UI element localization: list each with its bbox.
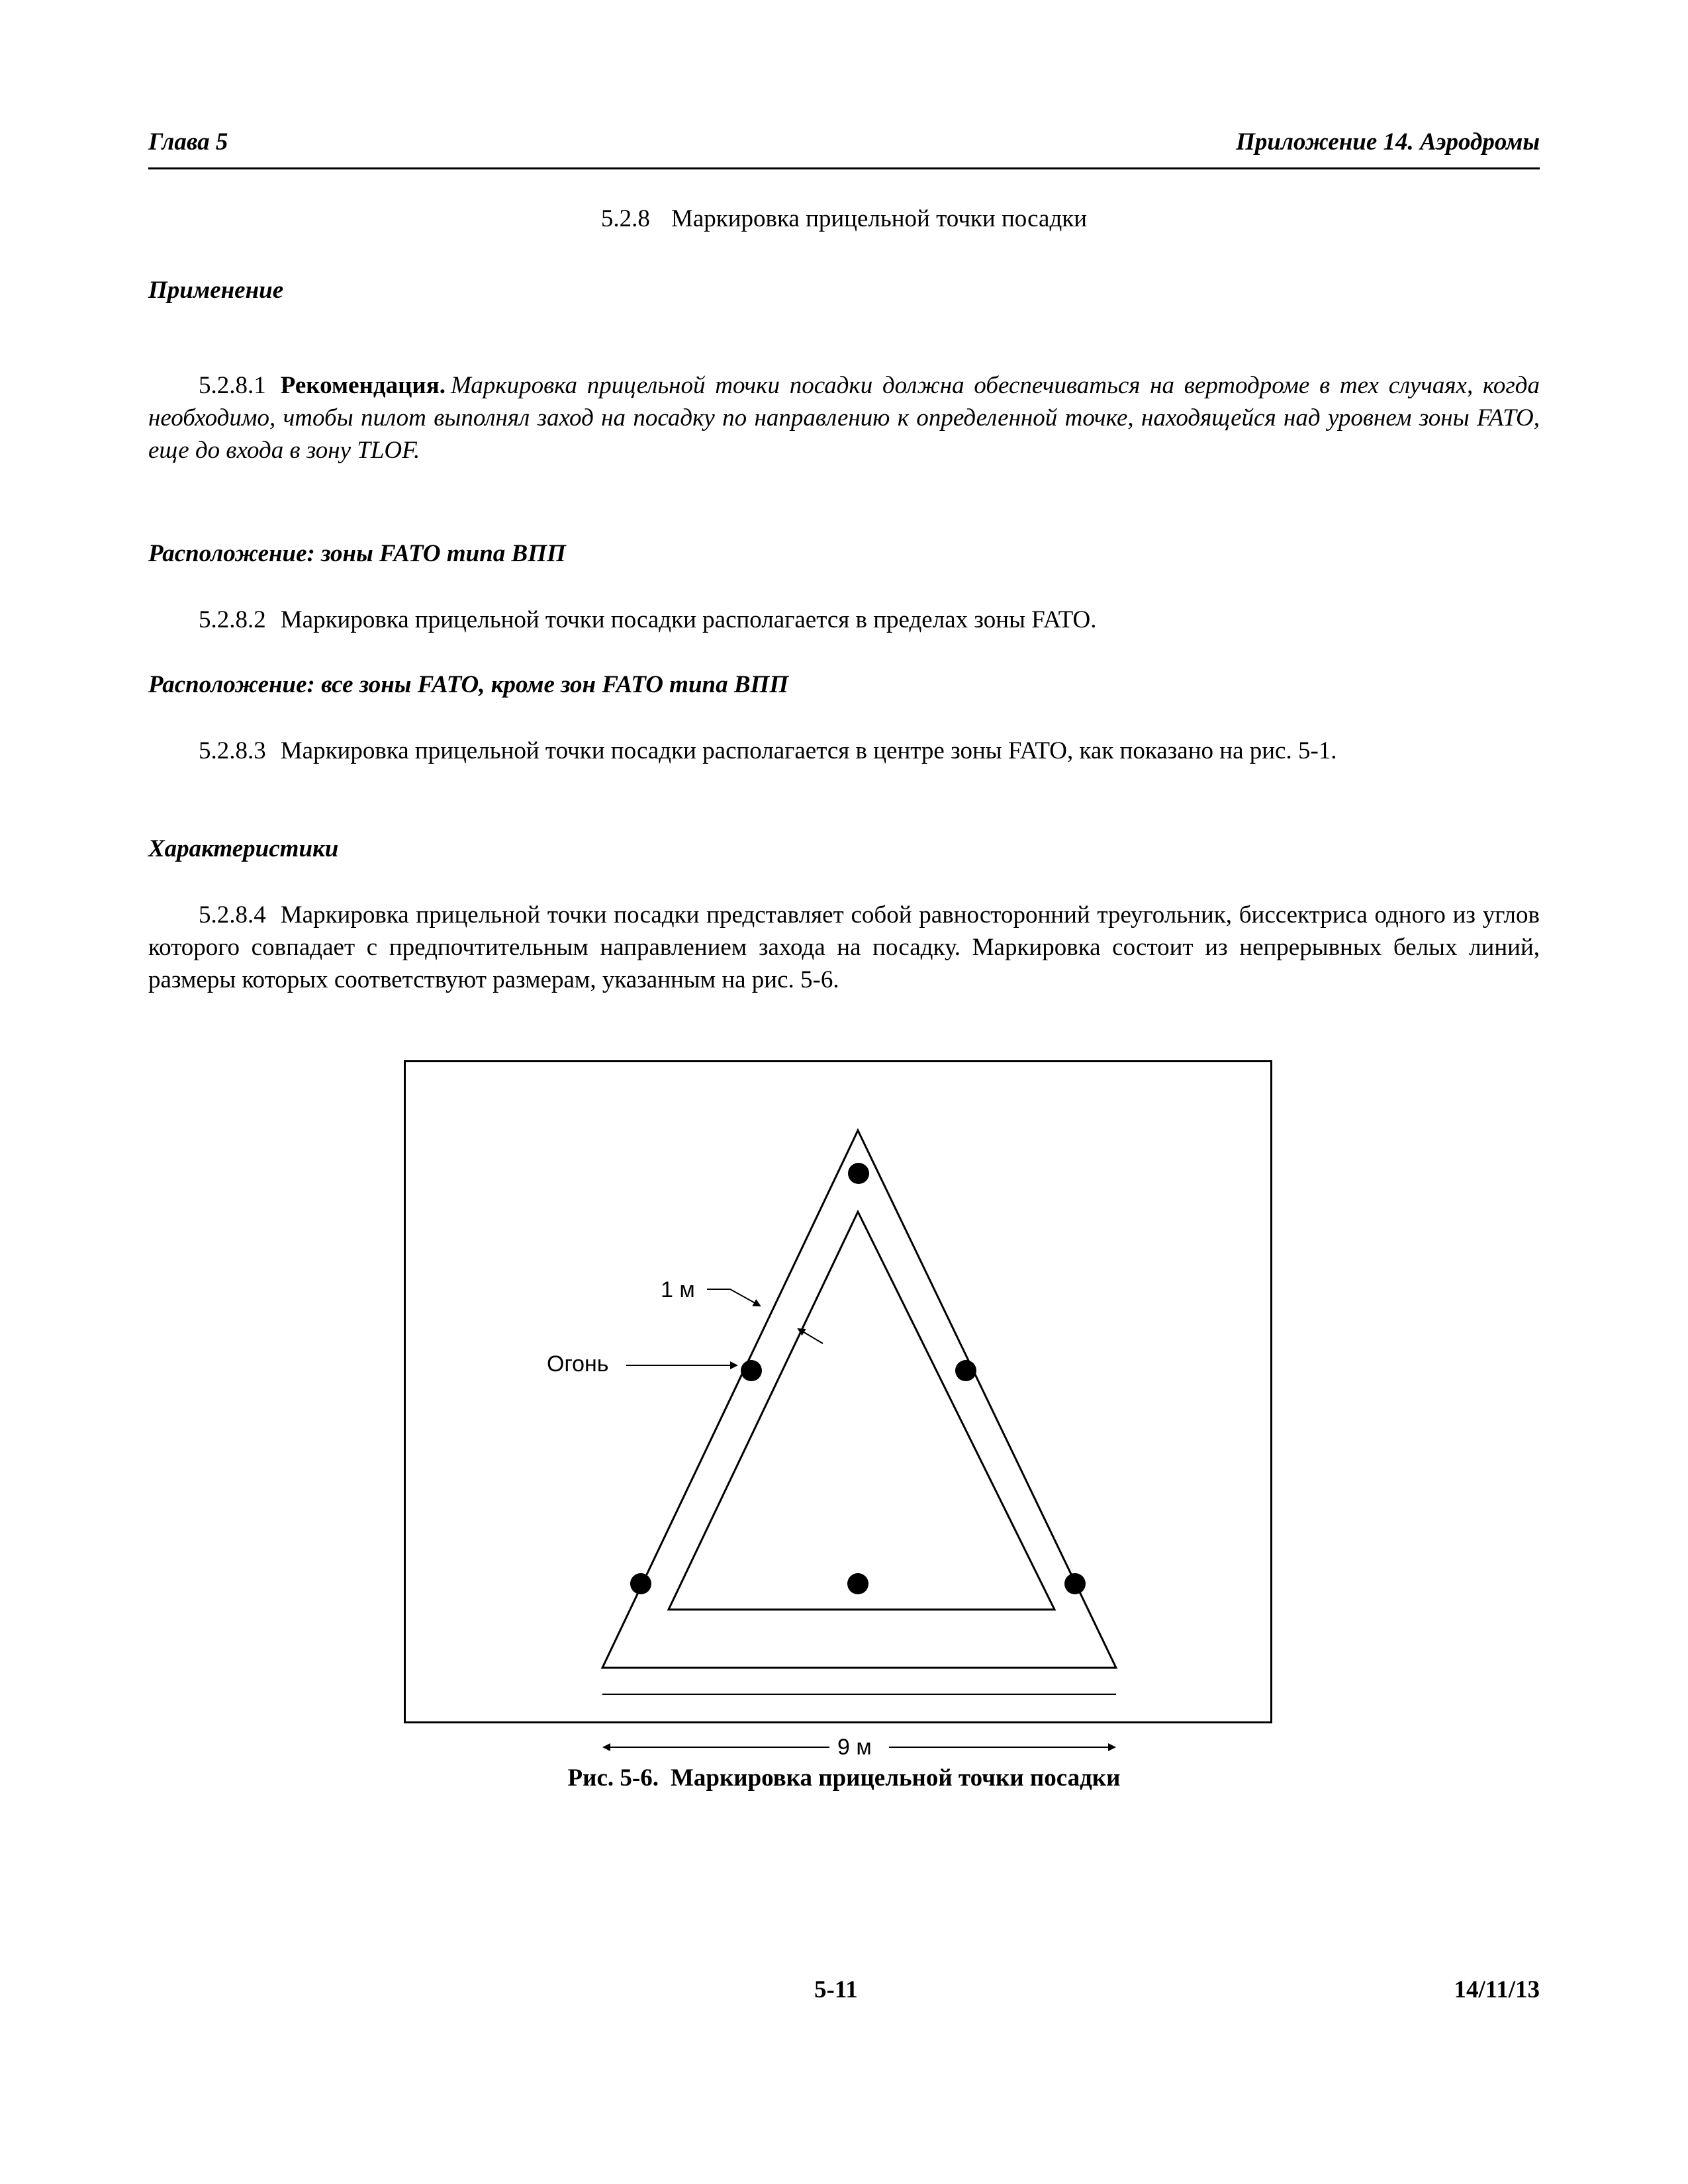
section-number: 5.2.8 (600, 205, 650, 232)
paragraph-text: Маркировка прицельной точки посадки располагается в пределах зоны FATO. (280, 606, 1097, 633)
paragraph-5-2-8-2 (148, 604, 1540, 636)
light-dot (847, 1573, 868, 1594)
light-dot (955, 1360, 976, 1381)
figure-frame (404, 1060, 1272, 1760)
running-header-annex: Приложение 14. Аэродромы (1236, 128, 1540, 156)
label-width: 1 м (661, 1277, 695, 1302)
paragraph-text: Маркировка прицельной точки посадки должна обеспечиваться на вертодроме в тех случаях, когда необходимо, чтобы пилот выполнял заход на посадку по направлению к определенной точке, находящейся над уровнем зоны FATO, еще до входа в зону TLOF. (148, 372, 1540, 464)
paragraph-number: 5.2.8.2 (199, 606, 266, 633)
label-light: Огонь (547, 1351, 609, 1377)
paragraph-number: 5.2.8.3 (199, 737, 266, 764)
subheading-application: Применение (148, 277, 284, 304)
subheading-location-runway-fato: Расположение: зоны FATO типа ВПП (148, 540, 566, 567)
leader-width (707, 1289, 760, 1306)
figure-caption (148, 1766, 1540, 1790)
inner-triangle (669, 1212, 1055, 1610)
header-rule (148, 167, 1540, 169)
page-date: 14/11/13 (1454, 1976, 1540, 2003)
subheading-location-other-fato: Расположение: все зоны FATO, кроме зон FATO типа ВПП (148, 671, 789, 698)
aiming-point-diagram (406, 1062, 1270, 1760)
paragraph-text: Маркировка прицельной точки посадки располагается в центре зоны FATO, как показано на рис. 5-1. (280, 737, 1337, 764)
running-header-chapter: Глава 5 (148, 128, 228, 156)
paragraph-5-2-8-1 (148, 369, 1540, 467)
section-title-text: Маркировка прицельной точки посадки (671, 205, 1088, 232)
paragraph-number: 5.2.8.1 (199, 372, 266, 399)
paragraph-text: Маркировка прицельной точки посадки представляет собой равносторонний треугольник, биссектриса одного из углов которого совпадает с предпочтительным направлением захода на посадку. Маркировка состоит из непрерывных белых линий, размеры которых соответствуют размерам, указанным на рис. 5-6. (148, 901, 1540, 993)
inner-edge-arrow (798, 1329, 823, 1343)
light-dot (630, 1573, 651, 1594)
figure-number: Рис. 5-6. (567, 1764, 659, 1792)
label-base: 9 м (837, 1735, 872, 1760)
paragraph-number: 5.2.8.4 (199, 901, 266, 929)
light-dot (848, 1163, 869, 1184)
subheading-characteristics: Характеристики (148, 835, 339, 862)
paragraph-5-2-8-4 (148, 899, 1540, 996)
figure-caption-text: Маркировка прицельной точки посадки (670, 1764, 1121, 1792)
page-number: 5-11 (814, 1976, 858, 2003)
light-dot (741, 1360, 762, 1381)
light-dot (1064, 1573, 1086, 1594)
section-title (148, 206, 1540, 231)
paragraph-5-2-8-3 (148, 735, 1540, 767)
recommendation-label: Рекомендация. (280, 372, 445, 399)
